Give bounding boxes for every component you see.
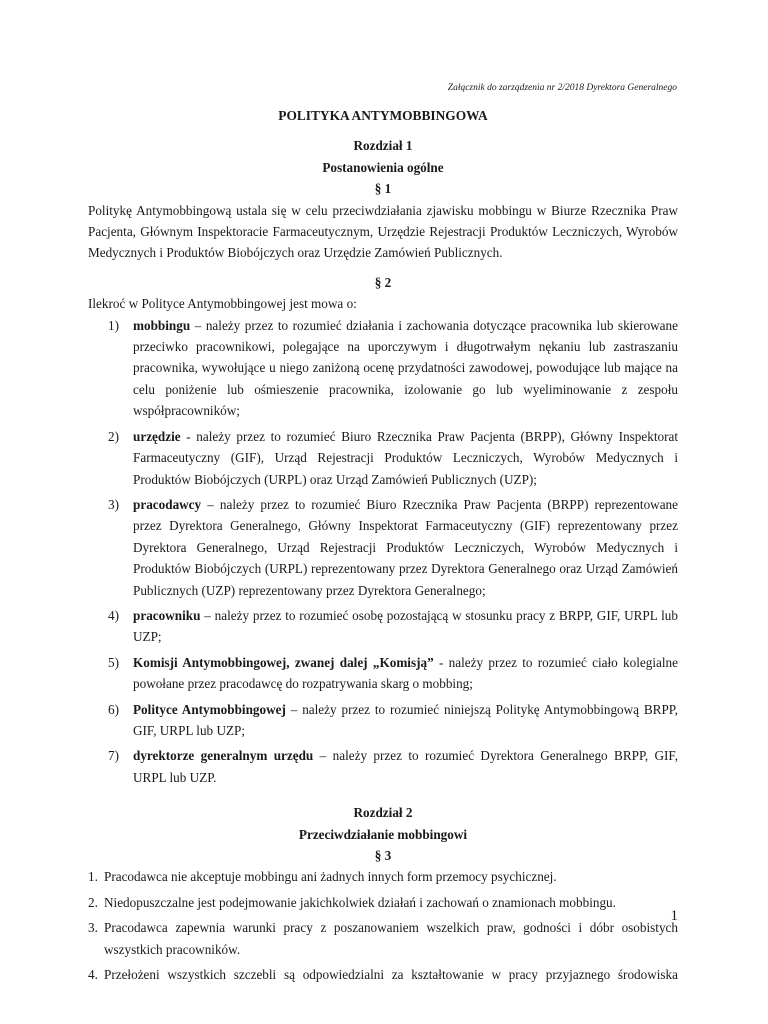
item-number: 1)	[108, 317, 119, 333]
rule-item	[88, 917, 678, 960]
definition-text: – należy przez to rozumieć Dyrektora Generalnego BRPP, GIF, URPL lub UZP.	[133, 748, 678, 785]
item-number: 2.	[88, 894, 98, 910]
definition-item	[88, 426, 678, 490]
item-number: 1.	[88, 869, 98, 885]
item-number: 5)	[108, 654, 119, 670]
rules-list	[88, 866, 678, 985]
definition-term: Komisji Antymobbingowej, zwanej dalej „Komisją”	[133, 654, 434, 670]
header-note: Załącznik do zarządzenia nr 2/2018 Dyrektora Generalnego	[447, 83, 677, 93]
item-number: 7)	[108, 748, 119, 764]
item-number: 4.	[88, 967, 98, 983]
definition-item	[88, 652, 678, 695]
chapter2-heading: Rozdział 2	[353, 805, 413, 821]
definition-term: Polityce Antymobbingowej	[133, 701, 286, 717]
definition-text: – należy przez to rozumieć osobę pozostającą w stosunku pracy z BRPP, GIF, URPL lub UZP;	[133, 607, 678, 645]
definition-term: pracowniku	[133, 607, 201, 623]
chapter2-subheading: Przeciwdziałanie mobbingowi	[298, 826, 468, 842]
definition-item	[88, 745, 678, 788]
definition-item	[88, 699, 678, 742]
rule-text: Pracodawca nie akceptuje mobbingu ani żadnych innych form przemocy psychicznej.	[104, 869, 557, 885]
document-title: POLITYKA ANTYMOBBINGOWA	[278, 108, 488, 123]
par3-symbol: § 3	[374, 848, 392, 863]
definitions-list	[88, 315, 678, 789]
definition-item	[88, 315, 678, 422]
item-number: 4)	[108, 607, 119, 623]
item-number: 3)	[108, 496, 119, 512]
page-number: 1	[670, 908, 678, 924]
definition-term: dyrektorze generalnym urzędu	[133, 748, 314, 764]
rule-text: Niedopuszczalne jest podejmowanie jakichkolwiek działań i zachowań o znamionach mobbingu.	[104, 894, 616, 910]
rule-text: Pracodawca zapewnia warunki pracy z poszanowaniem wszelkich praw, godności i dóbr osobistych wszystkich pracowników.	[104, 920, 678, 957]
par1-symbol: § 1	[374, 181, 392, 197]
item-number: 3.	[88, 920, 98, 936]
definition-text: – należy przez to rozumieć niniejszą Politykę Antymobbingową BRPP, GIF, URPL lub UZP;	[133, 701, 678, 738]
definition-item	[88, 605, 678, 648]
par1-text: Politykę Antymobbingową ustala się w celu przeciwdziałania zjawisku mobbingu w Biurze Rzecznika Praw Pacjenta, Głównym Inspektoracie Farmaceutycznym, Urzędzie Rejestracji Produktów Leczniczych, Wyrobów Medycznych i Produktów Biobójczych oraz Urzędzie Zamówień Publicznych.	[88, 202, 678, 261]
chapter1-subheading: Postanowienia ogólne	[322, 159, 444, 175]
definition-text: - należy przez to rozumieć Biuro Rzecznika Praw Pacjenta (BRPP), Główny Inspektorat Farmaceutyczny (GIF), Urząd Rejestracji Produktów Leczniczych, Wyrobów Medycznych i Produktów Biobójczych (URPL) oraz Urząd Zamówień Publicznych (UZP);	[133, 428, 678, 487]
definition-term: mobbingu	[133, 317, 191, 333]
definition-item	[88, 494, 678, 601]
item-number: 6)	[108, 701, 119, 717]
definition-text: – należy przez to rozumieć działania i zachowania dotyczące pracownika lub skierowane przeciwko pracownikowi, polegające na uporczywym i długotrwałym nękaniu lub zastraszaniu pracownika, wywołujące u niego zaniżoną ocenę przydatności zawodowej, powodujące lub mające na celu poniżenie lub ośmieszenie pracownika, izolowanie go lub wyeliminowanie z zespołu współpracowników;	[133, 317, 678, 419]
par2-symbol: § 2	[374, 274, 392, 290]
definition-term: pracodawcy	[133, 496, 202, 512]
definition-text: – należy przez to rozumieć Biuro Rzecznika Praw Pacjenta (BRPP) reprezentowane przez Dyrektora Generalnego, Główny Inspektorat Farmaceutyczny (GIF) reprezentowany przez Dyrektora Generalnego, Urząd Rejestracji Produktów Leczniczych, Wyrobów Medycznych i Produktów Biobójczych (URPL) reprezentowany przez Dyrektora Generalnego oraz Urząd Zamówień Publicznych (UZP) reprezentowany przez Dyrektora Generalnego;	[133, 496, 678, 598]
definition-term: urzędzie	[133, 428, 181, 444]
rule-item	[88, 964, 678, 985]
par2-intro: Ilekroć w Polityce Antymobbingowej jest mowa o:	[88, 296, 357, 312]
definition-text: - należy przez to rozumieć ciało kolegialne powołane przez pracodawcę do rozpatrywania skarg o mobbing;	[133, 654, 678, 692]
item-number: 2)	[108, 428, 119, 444]
rule-item	[88, 892, 678, 913]
rule-item	[88, 866, 678, 887]
rule-text: Przełożeni wszystkich szczebli są odpowiedzialni za kształtowanie w pracy przyjaznego środowiska	[104, 967, 678, 983]
chapter1-heading: Rozdział 1	[353, 138, 413, 154]
